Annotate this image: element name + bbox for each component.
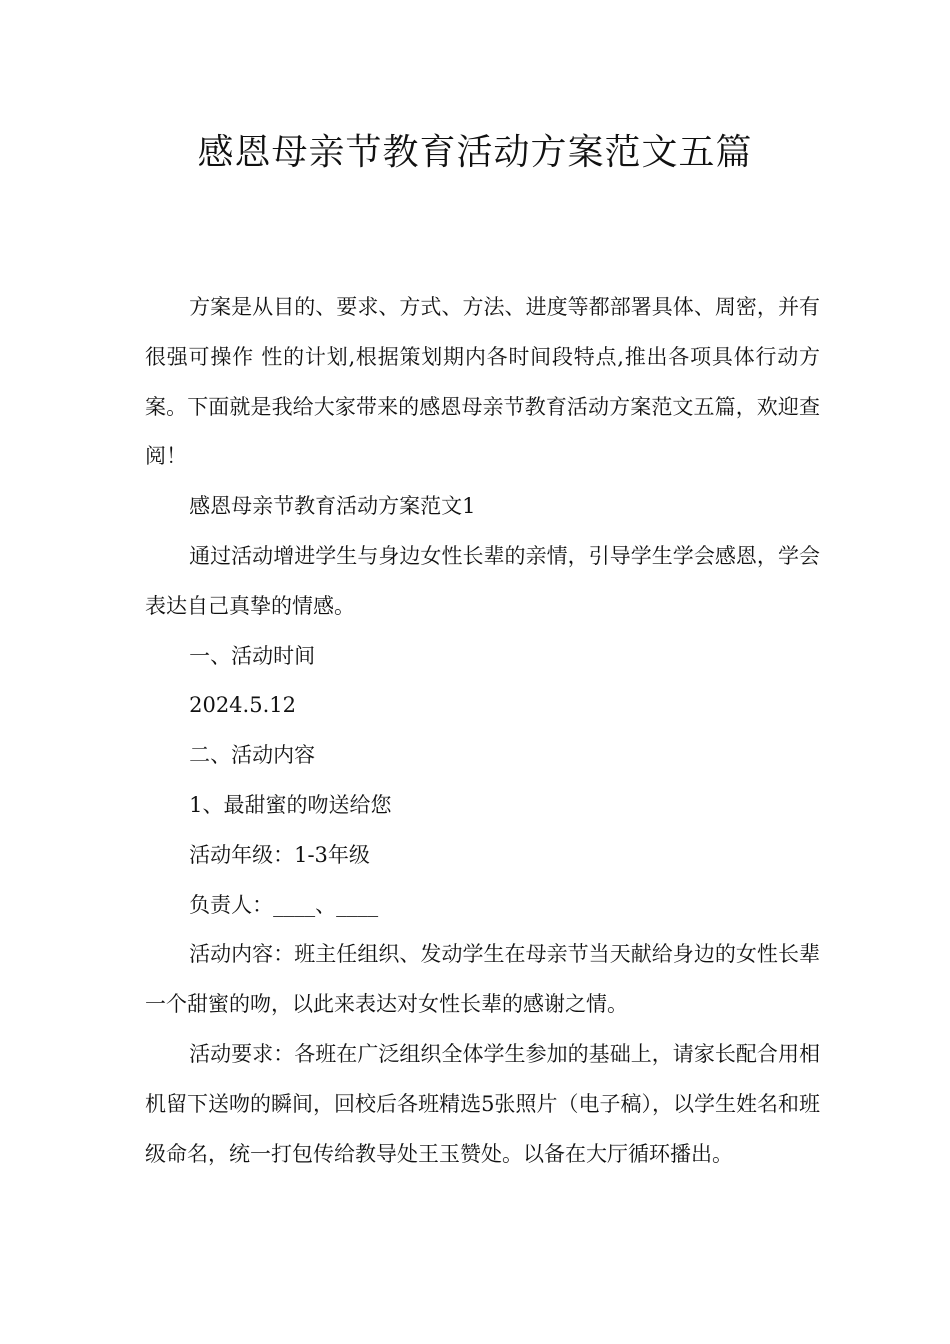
purpose-paragraph: 通过活动增进学生与身边女性长辈的亲情，引导学生学会感恩，学会表达自己真挚的情感。 [145,543,820,618]
document-title: 感恩母亲节教育活动方案范文五篇 [197,132,753,173]
intro-paragraph: 方案是从目的、要求、方式、方法、进度等都部署具体、周密，并有很强可操作 性的计划,根据策划期内各时间段特点,推出各项具体行动方案。下面就是我给大家带来的感恩母亲节教育活动方案范文五篇，欢迎查阅！ [145,295,820,469]
person-in-charge: 负责人：____、____ [189,892,379,917]
activity-requirements-paragraph: 活动要求：各班在广泛组织全体学生参加的基础上，请家长配合用相机留下送吻的瞬间，回校后各班精选5张照片（电子稿），以学生姓名和班级命名，统一打包传给教导处王玉赞处。以备在大厅循环播出。 [145,1041,820,1166]
heading-activity-time: 一、活动时间 [189,643,316,668]
activity-date: 2024.5.12 [189,693,296,718]
item-sweetest-kiss: 1、最甜蜜的吻送给您 [189,792,392,817]
section-heading-sample-1: 感恩母亲节教育活动方案范文1 [189,494,476,519]
heading-activity-content: 二、活动内容 [189,743,316,768]
document-body [145,283,820,1179]
activity-grade: 活动年级：1-3年级 [189,842,370,867]
activity-content-paragraph: 活动内容：班主任组织、发动学生在母亲节当天献给身边的女性长辈一个甜蜜的吻，以此来表达对女性长辈的感谢之情。 [145,942,820,1017]
